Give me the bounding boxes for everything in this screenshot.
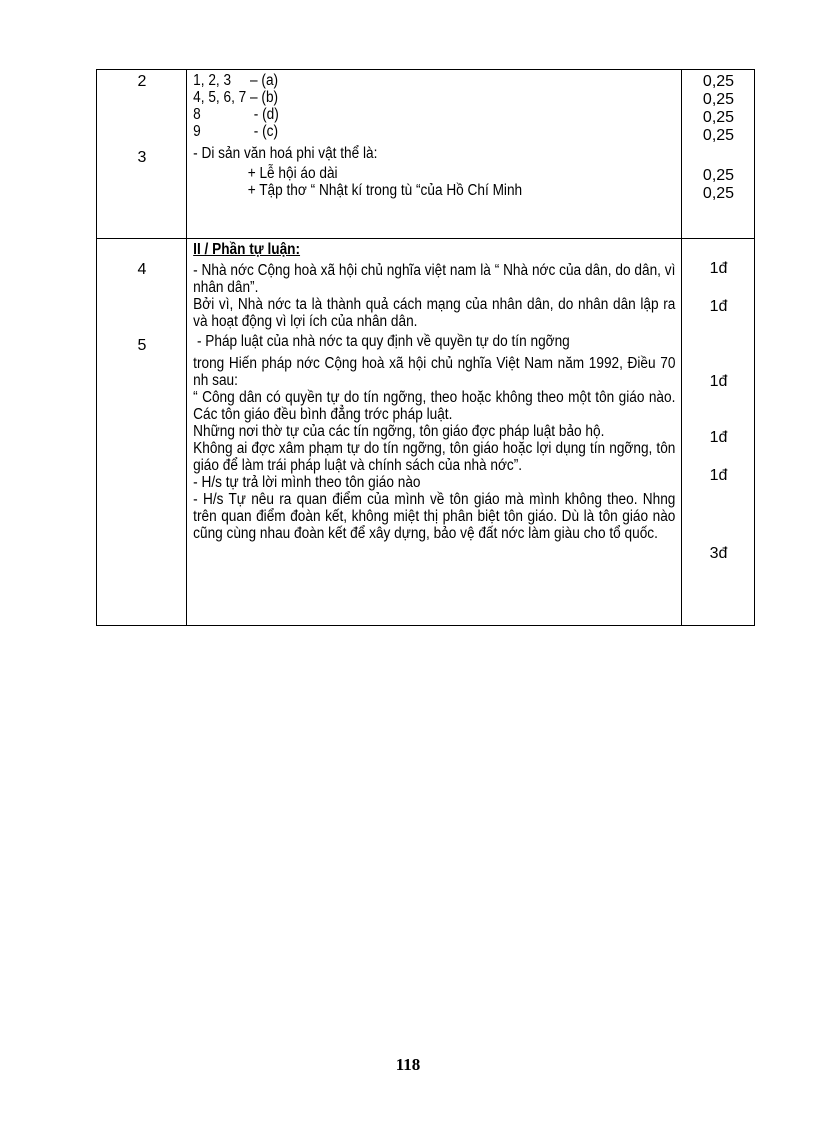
answer-table	[96, 69, 755, 626]
score-value: 0,25	[702, 73, 735, 90]
score-value: 1đ	[709, 429, 728, 446]
answer-paragraph: Không ai đợc xâm phạm tự do tín ngỡng, tôn giáo hoặc lợi dụng tín ngỡng, tôn giáo để làm trái pháp luật và chính sách của nhà nớc”.	[193, 440, 676, 474]
answer-line: 1, 2, 3 – (a)	[193, 72, 279, 89]
score-value: 1đ	[709, 373, 728, 390]
answer-line: + Tập thơ “ Nhật kí trong tù “của Hồ Chí Minh	[247, 182, 523, 199]
section-heading: II / Phần tự luận:	[193, 241, 301, 258]
score-value: 0,25	[702, 91, 735, 108]
answer-line: 4, 5, 6, 7 – (b)	[193, 89, 279, 106]
score-value: 0,25	[702, 167, 735, 184]
score-value: 0,25	[702, 185, 735, 202]
answer-paragraph: - H/s Tự nêu ra quan điểm của mình về tôn giáo mà mình không theo. Nhng trên quan điểm đoàn kết, không miệt thị phân biệt tôn giáo. Dù là tôn giáo nào cũng cùng nhau đoàn kết để xây dựng, bảo vệ đất nớc làm giàu cho tổ quốc.	[193, 491, 676, 542]
answer-paragraph: - H/s tự trả lời mình theo tôn giáo nào	[193, 474, 421, 491]
score-cell	[682, 239, 755, 626]
score-value: 3đ	[709, 545, 728, 562]
answer-line: - Di sản văn hoá phi vật thể là:	[193, 145, 378, 162]
question-number-cell	[97, 239, 187, 626]
question-number: 4	[137, 261, 147, 278]
table-row	[97, 239, 755, 626]
answer-paragraph: - Nhà nớc Cộng hoà xã hội chủ nghĩa việt nam là “ Nhà nớc của dân, do dân, vì nhân dân”.	[193, 262, 676, 296]
answer-cell	[187, 239, 682, 626]
table-row	[97, 70, 755, 239]
answer-paragraph: “ Công dân có quyền tự do tín ngỡng, theo hoặc không theo một tôn giáo nào. Các tôn giáo đều bình đẳng trớc pháp luật.	[193, 389, 676, 423]
score-value: 1đ	[709, 298, 728, 315]
score-value: 1đ	[709, 260, 728, 277]
answer-paragraph: Bởi vì, Nhà nớc ta là thành quả cách mạng của nhân dân, do nhân dân lập ra và hoạt động vì lợi ích của nhân dân.	[193, 296, 676, 330]
score-value: 0,25	[702, 127, 735, 144]
question-number: 2	[137, 73, 147, 90]
score-value: 1đ	[709, 467, 728, 484]
question-number: 3	[137, 149, 147, 166]
answer-line: + Lễ hội áo dài	[247, 165, 338, 182]
answer-paragraph: trong Hiến pháp nớc Cộng hoà xã hội chủ nghĩa Việt Nam năm 1992, Điều 70 nh sau:	[193, 355, 676, 389]
page-number: 118	[395, 1055, 421, 1074]
score-cell	[682, 70, 755, 239]
question-number-cell	[97, 70, 187, 239]
answer-line: 8 - (d)	[193, 106, 279, 123]
question-number: 5	[137, 337, 147, 354]
answer-cell	[187, 70, 682, 239]
answer-paragraph: Những nơi thờ tự của các tín ngỡng, tôn giáo đợc pháp luật bảo hộ.	[193, 423, 605, 440]
answer-paragraph: - Pháp luật của nhà nớc ta quy định về quyền tự do tín ngỡng	[193, 333, 570, 350]
answer-line: 9 - (c)	[193, 123, 279, 140]
score-value: 0,25	[702, 109, 735, 126]
